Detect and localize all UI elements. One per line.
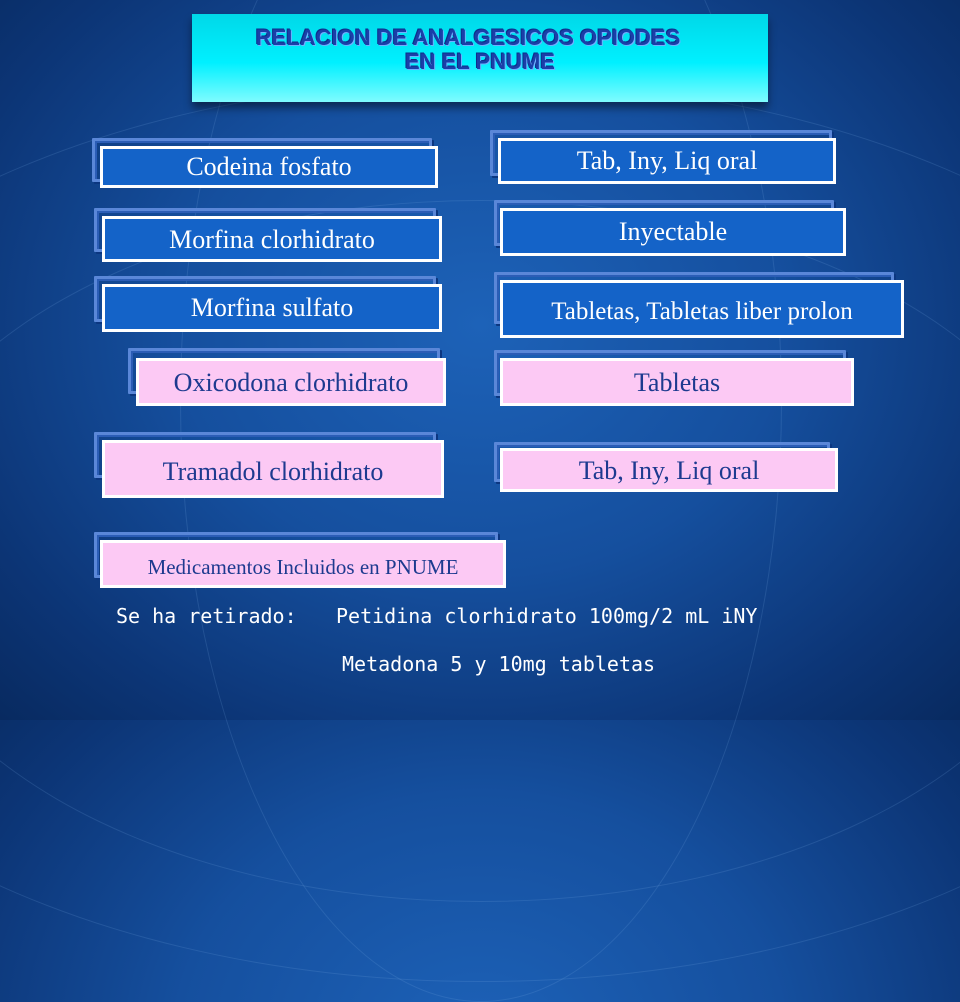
- drug-box-codeina: Codeina fosfato: [100, 146, 438, 188]
- drug-box-oxicodona: Oxicodona clorhidrato: [136, 358, 446, 406]
- withdrawn-item-petidina: Petidina clorhidrato 100mg/2 mL iNY: [336, 604, 758, 628]
- slide-title-line1: RELACION DE ANALGESICOS OPIODES: [255, 25, 681, 50]
- drug-box-tramadol: Tramadol clorhidrato: [102, 440, 444, 498]
- slide-title-line2: EN EL PNUME: [405, 49, 555, 74]
- form-box-oxicodona: Tabletas: [500, 358, 854, 406]
- withdrawn-label: Se ha retirado:: [116, 604, 297, 628]
- form-box-tramadol: Tab, Iny, Liq oral: [500, 448, 838, 492]
- form-box-codeina: Tab, Iny, Liq oral: [498, 138, 836, 184]
- drug-box-morfina-clorhidrato: Morfina clorhidrato: [102, 216, 442, 262]
- slide-title: [192, 14, 768, 102]
- withdrawn-item-metadona: Metadona 5 y 10mg tabletas: [342, 652, 656, 676]
- form-box-morfina-sulfato: Tabletas, Tabletas liber prolon: [500, 280, 904, 338]
- legend-box: Medicamentos Incluidos en PNUME: [100, 540, 506, 588]
- form-box-morfina-clorhidrato: Inyectable: [500, 208, 846, 256]
- drug-box-morfina-sulfato: Morfina sulfato: [102, 284, 442, 332]
